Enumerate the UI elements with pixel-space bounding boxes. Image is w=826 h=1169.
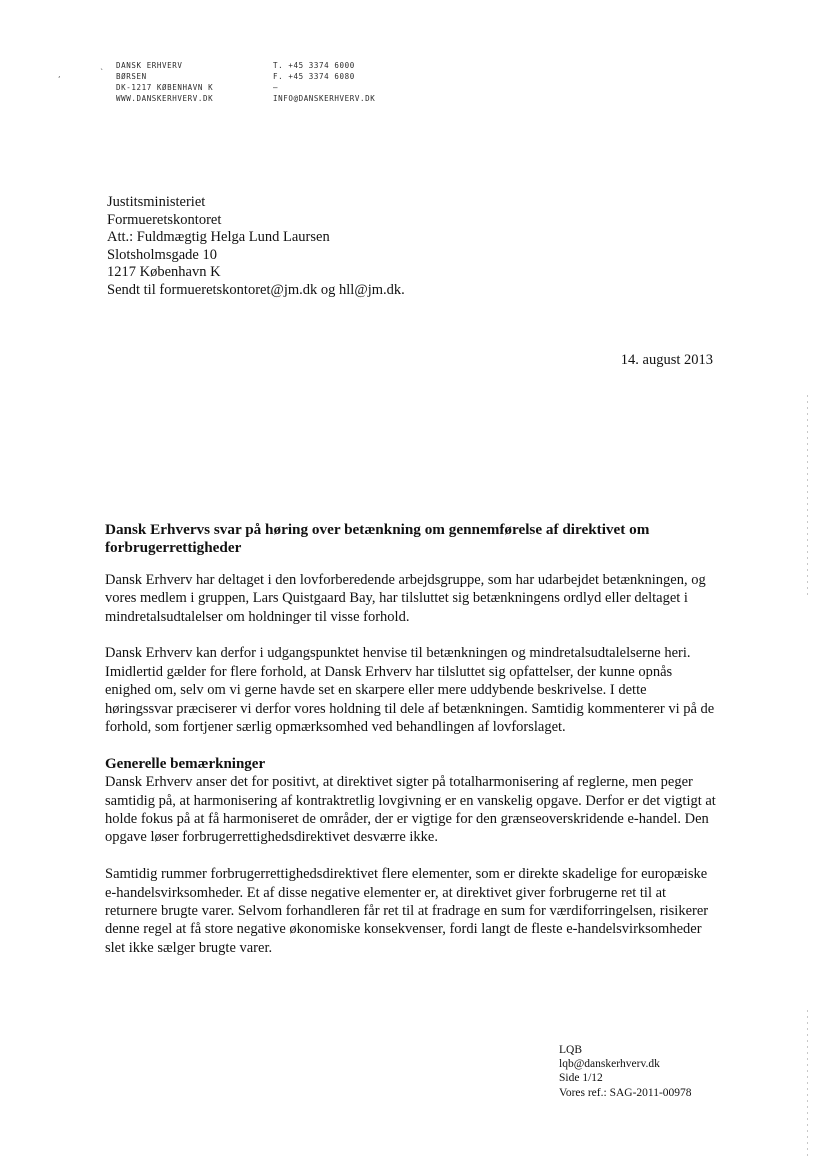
page-number: Side 1/12 (559, 1072, 603, 1085)
section-heading: Generelle bemærkninger (105, 755, 266, 772)
reference-block (559, 1043, 692, 1100)
letterhead-contact (273, 60, 375, 104)
letterhead-city: DK-1217 KØBENHAVN K (116, 83, 214, 92)
author-initials: LQB (559, 1044, 582, 1056)
scan-mark: , (58, 70, 61, 79)
letterhead-separator: – (273, 83, 279, 92)
paragraph-1: Dansk Erhverv har deltaget i den lovforberedende arbejdsgruppe, som har udarbejdet betænkningen, og vores medlem i gruppen, Lars Quistgaard Bay, har tilsluttet sig betænkningens ordlyd eller deltaget i mindretalsudtalelser om holdninger til visse forhold. (105, 571, 706, 625)
recipient-line: Slotsholmsgade 10 (107, 246, 217, 263)
scan-edge-mark (807, 1010, 808, 1160)
letterhead-fax: F. +45 3374 6080 (273, 72, 355, 81)
letterhead-building: BØRSEN (116, 72, 147, 81)
letter-body (105, 521, 717, 976)
letter-date: 14. august 2013 (620, 352, 713, 368)
paragraph-3: Dansk Erhverv anser det for positivt, at direktivet sigter på totalharmonisering af reglerne, men peger samtidig på, at harmonisering af kontraktretlig lovgivning er en vanskelig opgave. Derfor er det vigtigt at holde fokus på at få harmoniseret de områder, der er vigtige for den grænseoverskridende e-handel. Den opgave løser forbrugerrettighedsdirektivet desværre ikke. (105, 774, 716, 846)
scan-edge-mark (807, 395, 808, 595)
author-email: lqb@danskerhverv.dk (559, 1058, 660, 1071)
paragraph-2: Dansk Erhverv kan derfor i udgangspunktet henvise til betænkningen og mindretalsudtalelserne heri. Imidlertid gælder for flere forhold, at Dansk Erhverv har tilsluttet sig opfattelser, der kunne opnås enighed om, selv om vi gerne havde set en skarpere eller mere uddybende beskrivelse. I dette høringssvar præciserer vi derfor vores holdning til dele af betænkningen. Samtidig kommenterer vi på de forhold, som fortjener særlig opmærksomhed ved behandlingen af lovforslaget. (105, 645, 715, 736)
letterhead-company: DANSK ERHVERV (116, 61, 183, 70)
letter-title: Dansk Erhvervs svar på høring over betænkning om gennemførelse af direktivet om forbrugerrettigheder (105, 521, 650, 557)
recipient-line: Sendt til formueretskontoret@jm.dk og hll@jm.dk. (107, 281, 405, 298)
paragraph-4: Samtidig rummer forbrugerrettighedsdirektivet flere elementer, som er direkte skadelige for europæiske e-handelsvirksomheder. Et af disse negative elementer er, at direktivet giver forbrugerne ret til at returnere brugte varer. Selvom forhandleren får ret til at fradrage en sum for værdiforringelsen, risikerer denne regel at få store negative økonomiske konsekvenser, fordi langt de fleste e-handelsvirksomheder slet ikke sælger brugte varer. (105, 866, 709, 956)
recipient-line: Justitsministeriet (107, 194, 206, 210)
letterhead-email: INFO@DANSKERHVERV.DK (273, 94, 376, 103)
recipient-address (107, 194, 405, 299)
recipient-line: Formueretskontoret (107, 211, 222, 228)
recipient-line: Att.: Fuldmægtig Helga Lund Laursen (107, 229, 330, 245)
letterhead-website: WWW.DANSKERHVERV.DK (116, 94, 214, 103)
case-reference: Vores ref.: SAG-2011-00978 (559, 1086, 692, 1099)
recipient-line: 1217 København K (107, 264, 221, 280)
letterhead-address (116, 60, 213, 104)
letterhead-phone: T. +45 3374 6000 (273, 61, 355, 70)
scan-mark: ` (100, 68, 104, 77)
